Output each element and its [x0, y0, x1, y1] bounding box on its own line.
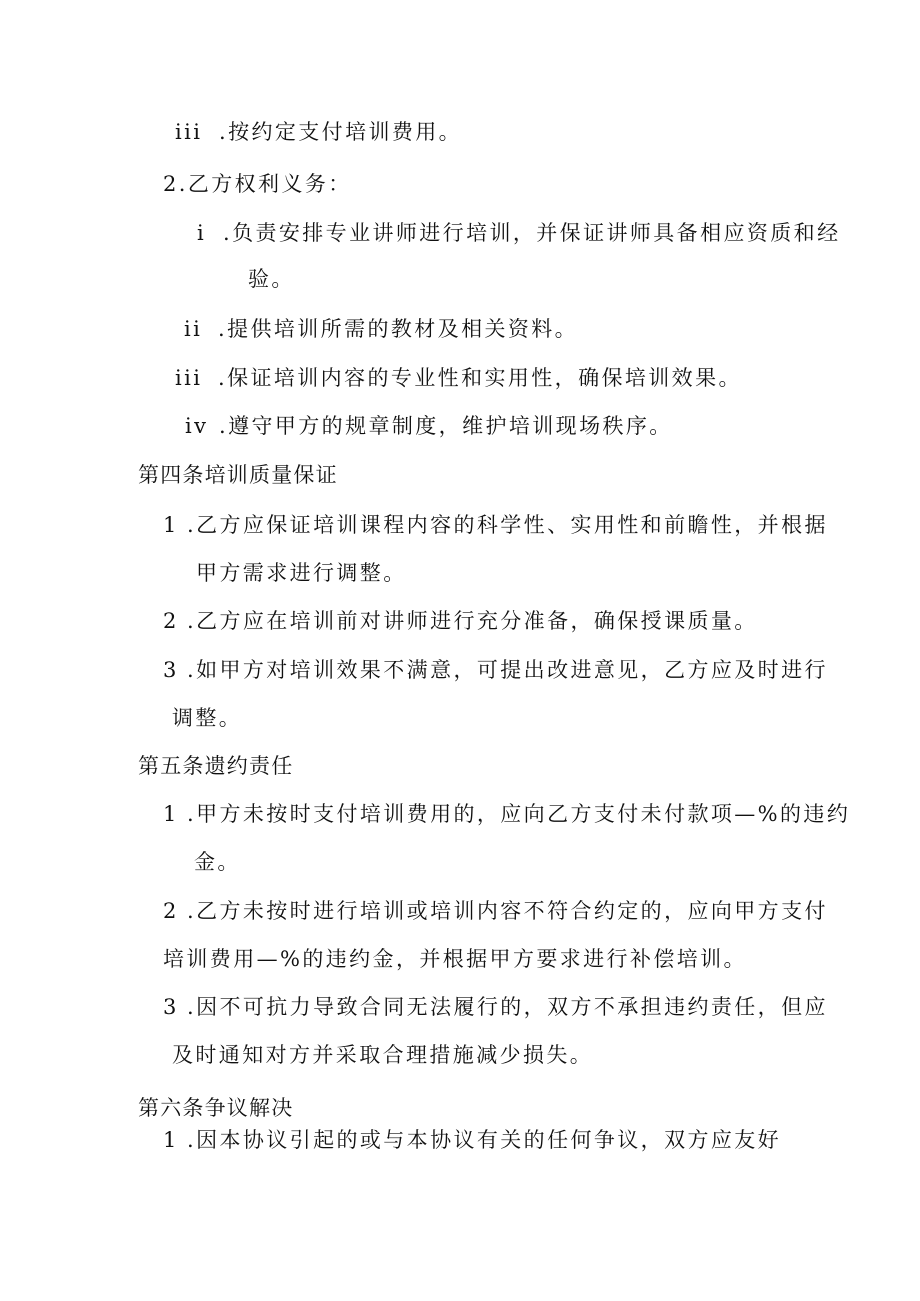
- list-item-text: 甲方需求进行调整。: [196, 561, 407, 585]
- list-item-text: .按约定支付培训费用。: [219, 120, 463, 144]
- list-item-liability-3: [163, 993, 828, 1021]
- list-item-text: 及时通知对方并采取合理措施减少损失。: [172, 1043, 594, 1067]
- list-item-text: .保证培训内容的专业性和实用性，确保培训效果。: [218, 366, 742, 390]
- list-item-continuation: [172, 704, 242, 732]
- list-item-quality-2: [163, 607, 758, 635]
- section-heading-party-b-rights: [163, 170, 352, 198]
- article-heading-4: [138, 461, 338, 489]
- list-item-text: .乙方应在培训前对讲师进行充分准备，确保授课质量。: [187, 609, 758, 633]
- list-item-text: 2.乙方权利义务：: [163, 172, 352, 196]
- list-item-text: 调整。: [172, 706, 243, 730]
- list-item-text: .提供培训所需的教材及相关资料。: [218, 317, 579, 341]
- list-item-text: .如甲方对培训效果不满意，可提出改进意见，乙方应及时进行: [187, 658, 828, 682]
- list-marker: 1: [163, 802, 179, 826]
- list-marker: 2: [163, 899, 179, 923]
- list-marker: 1: [163, 513, 179, 537]
- list-marker: iii: [175, 366, 203, 390]
- heading-text: 第四条培训质量保证: [138, 463, 338, 487]
- list-marker: ii: [184, 317, 203, 341]
- list-marker: 1: [163, 1128, 179, 1152]
- list-item-continuation: [172, 1041, 593, 1069]
- list-item-rights-ii: [184, 315, 578, 343]
- list-item-continuation: [196, 559, 407, 587]
- list-marker: iii: [175, 120, 203, 144]
- article-heading-6: [138, 1094, 293, 1122]
- list-item-text: .因不可抗力导致合同无法履行的，双方不承担违约责任，但应: [187, 995, 828, 1019]
- list-item-text: 金。: [194, 850, 241, 874]
- list-item-continuation: [163, 945, 747, 973]
- list-item-liability-2: [163, 897, 828, 925]
- list-item-rights-iv: [185, 412, 673, 440]
- list-item-rights-i: [197, 219, 840, 247]
- heading-text: 第六条争议解决: [138, 1096, 294, 1120]
- list-item-text: .因本协议引起的或与本协议有关的任何争议，双方应友好: [187, 1128, 782, 1152]
- list-item-rights-iii: [175, 364, 742, 392]
- list-item-text: .负责安排专业讲师进行培训，并保证讲师具备相应资质和经: [223, 221, 841, 245]
- heading-text: 第五条遗约责任: [138, 754, 294, 778]
- article-heading-5: [138, 752, 293, 780]
- list-item-quality-3: [163, 656, 828, 684]
- list-marker: 3: [163, 995, 179, 1019]
- list-marker: i: [197, 221, 207, 245]
- list-item-text: .乙方未按时进行培训或培训内容不符合约定的，应向甲方支付: [187, 899, 828, 923]
- list-item-liability-1: [163, 800, 850, 828]
- list-item-text: .乙方应保证培训课程内容的科学性、实用性和前瞻性，并根据: [187, 513, 828, 537]
- list-item-text: .遵守甲方的规章制度，维护培训现场秩序。: [219, 414, 673, 438]
- list-marker: 3: [163, 658, 179, 682]
- list-marker: iv: [185, 414, 209, 438]
- list-item-text: 验。: [248, 267, 295, 291]
- list-item-continuation: [248, 265, 295, 293]
- list-item-quality-1: [163, 511, 828, 539]
- list-item-text: 培训费用—%的违约金，并根据甲方要求进行补偿培训。: [163, 947, 747, 971]
- list-marker: 2: [163, 609, 179, 633]
- list-item-obligation-iii: [175, 118, 462, 146]
- list-item-dispute-1: [163, 1126, 781, 1154]
- list-item-text: .甲方未按时支付培训费用的，应向乙方支付未付款项—%的违约: [187, 802, 851, 826]
- list-item-continuation: [194, 848, 241, 876]
